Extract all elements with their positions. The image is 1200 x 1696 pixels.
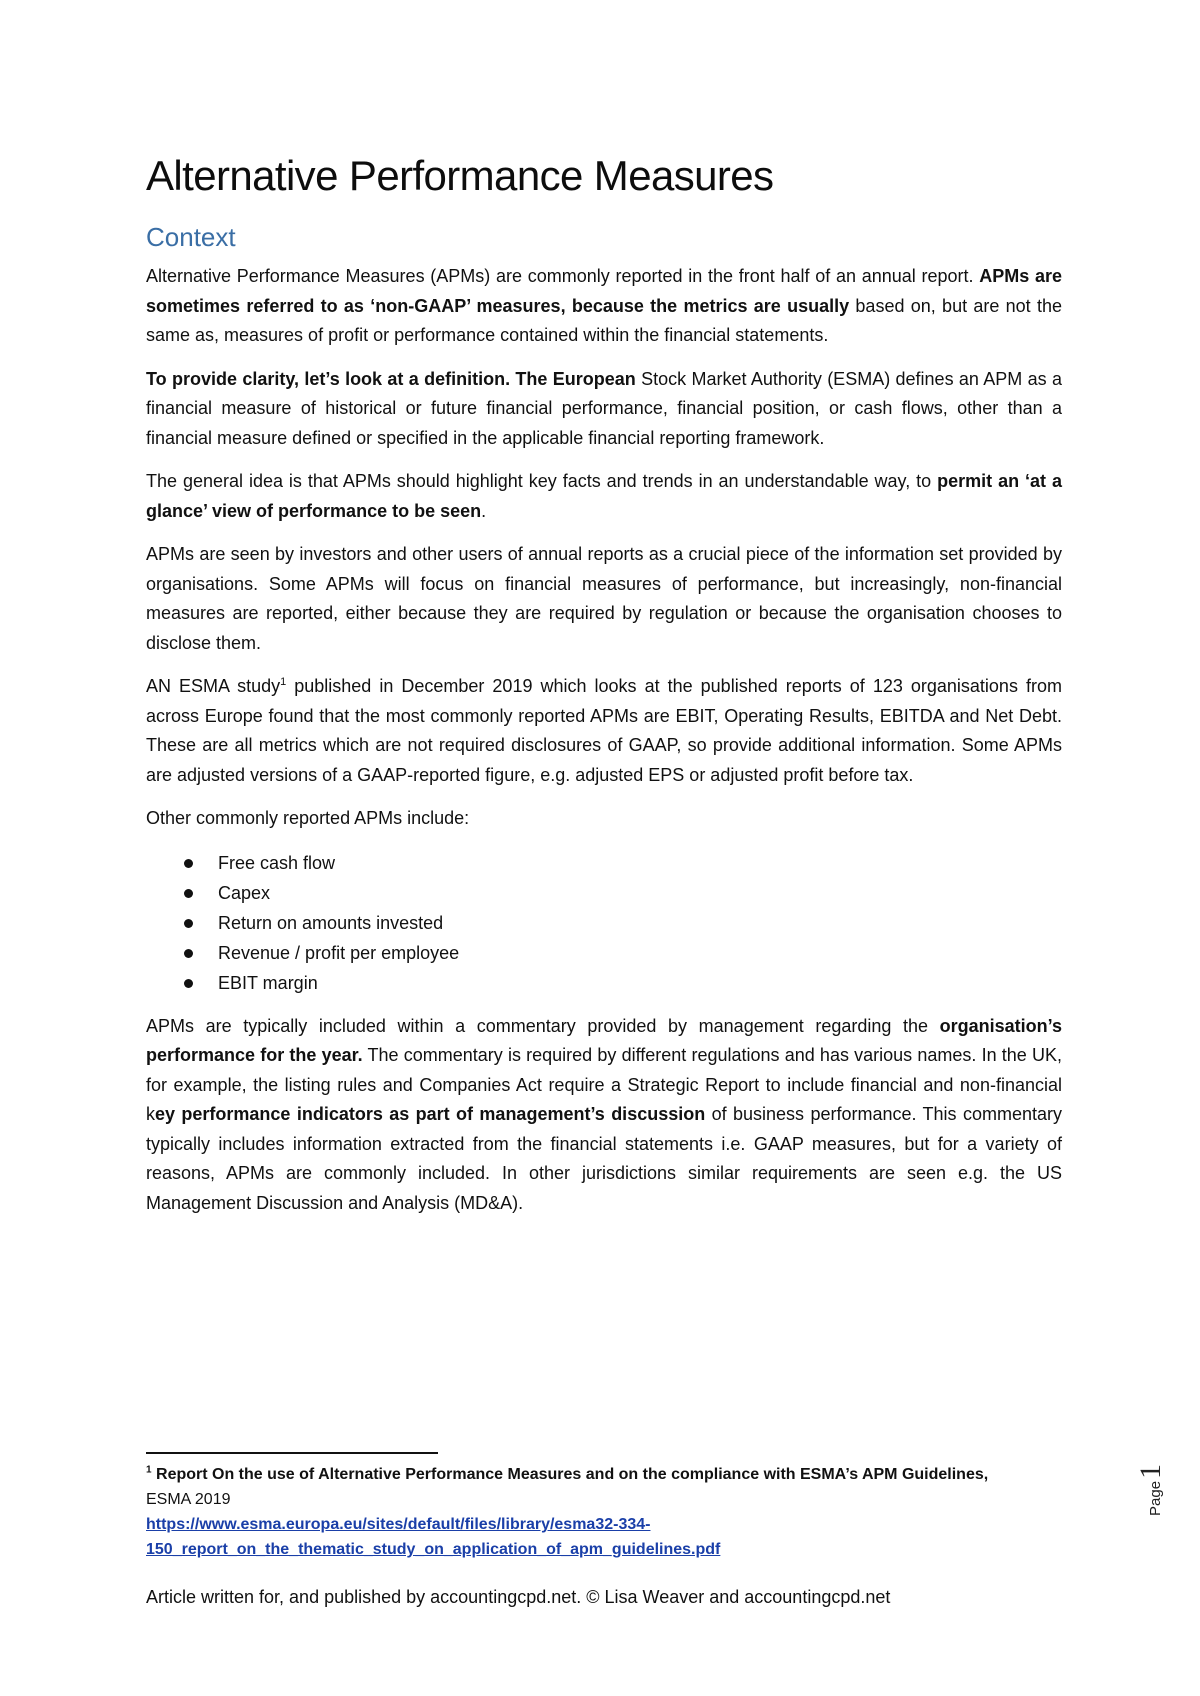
paragraph: To provide clarity, let’s look at a definition. The European Stock Market Authority (ESMA) defines an APM as a financial measure of historical or future financial performance, financial position, or cash flows, other than a financial measure defined or specified in the applicable financial reporting framework. xyxy=(146,368,1062,448)
bullet-icon xyxy=(184,859,193,868)
list-item: Revenue / profit per employee xyxy=(146,938,1062,968)
page-number xyxy=(1134,1396,1167,1516)
list-item: Capex xyxy=(146,878,1062,908)
paragraph: APMs are typically included within a commentary provided by management regarding the organisation’s performance for the year. The commentary is required by different regulations and has various names. In the UK, for example, the listing rules and Companies Act require a Strategic Report to include financial and non-financial key performance indicators as part of management’s discussion of business performance. This commentary typically includes information extracted from the financial statements i.e. GAAP measures, but for a variety of reasons, APMs are commonly included. In other jurisdictions similar requirements are seen e.g. the US Management Discussion and Analysis (MD&A). xyxy=(146,1015,1062,1213)
paragraph: Alternative Performance Measures (APMs) are commonly reported in the front half of an annual report. APMs are sometimes referred to as ‘non-GAAP’ measures, because the metrics are usually based on, but are not the same as, measures of profit or performance contained within the financial statements. xyxy=(146,266,1062,345)
paragraph: APMs are seen by investors and other users of annual reports as a crucial piece of the information set provided by organisations. Some APMs will focus on financial measures of performance, but increasingly, non-financial measures are reported, either because they are required by regulation or because the organisation chooses to disclose them. xyxy=(146,544,1062,653)
page-value: 1 xyxy=(1134,1463,1167,1479)
bullet-icon xyxy=(184,919,193,928)
page-footer: Article written for, and published by accountingcpd.net. © Lisa Weaver and accountingcpd.net xyxy=(146,1587,891,1607)
section-heading: Context xyxy=(146,222,236,252)
footnote-link[interactable]: https://www.esma.europa.eu/sites/default/files/library/esma32-334- xyxy=(146,1516,651,1533)
page-title: Alternative Performance Measures xyxy=(146,152,774,199)
footnote-marker: 1 xyxy=(146,1464,152,1476)
paragraph: The general idea is that APMs should highlight key facts and trends in an understandable way, to permit an ‘at a glance’ view of performance to be seen. xyxy=(146,471,1062,521)
document-body xyxy=(146,148,1062,1232)
list-item: Free cash flow xyxy=(146,848,1062,878)
page-label: Page xyxy=(1147,1480,1164,1516)
bullet-icon xyxy=(184,889,193,898)
footnote-reference[interactable]: 1 xyxy=(280,676,287,688)
list-item: Return on amounts invested xyxy=(146,908,1062,938)
bullet-icon xyxy=(184,949,193,958)
list-item: EBIT margin xyxy=(146,968,1062,998)
footnote-link[interactable]: 150_report_on_the_thematic_study_on_application_of_apm_guidelines.pdf xyxy=(146,1541,721,1558)
footnote-separator xyxy=(146,1452,438,1454)
bullet-list xyxy=(146,848,1062,998)
bullet-icon xyxy=(184,979,193,988)
paragraph: Other commonly reported APMs include: xyxy=(146,808,470,828)
footnote-source: ESMA 2019 xyxy=(146,1491,231,1508)
footnote: $^1$ Report On the use of Alternative Performance Measures and on the compliance with ESMA’s APM Guidelines, ESMA 2019 https://www.esma.europa.eu/sites/default/files/library/esma32-334- 150_report_on_the_thematic_study_on_application_of_apm_guidelines.pdf xyxy=(146,1462,1046,1562)
paragraph: AN ESMA study$^1$ published in December 2019 which looks at the published reports of 123 organisations from across Europe found that the most commonly reported APMs are EBIT, Operating Results, EBITDA and Net Debt. These are all metrics which are not required disclosures of GAAP, so provide additional information. Some APMs are adjusted versions of a GAAP-reported figure, e.g. adjusted EPS or adjusted profit before tax. xyxy=(146,676,1062,785)
